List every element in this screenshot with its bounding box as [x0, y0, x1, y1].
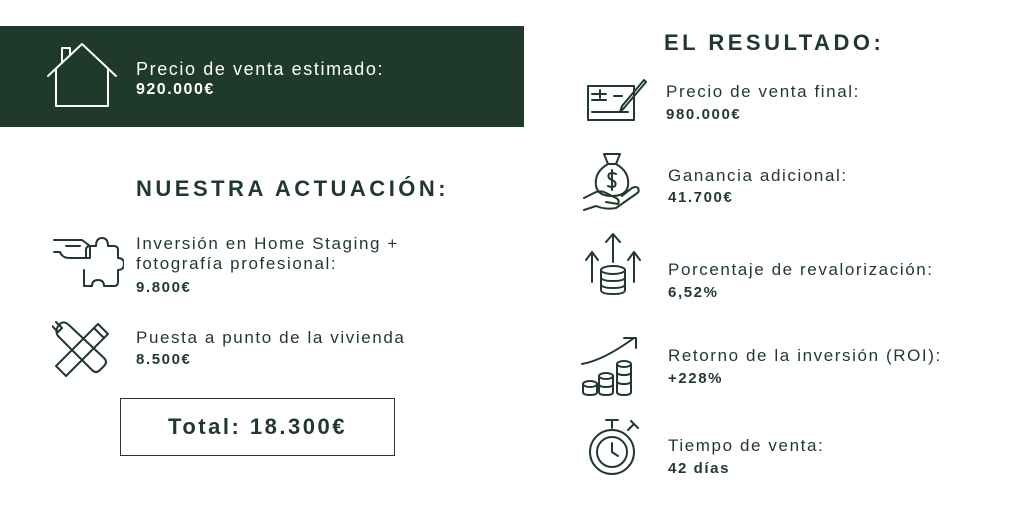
roi-label: Retorno de la inversión (ROI):	[668, 346, 942, 365]
tools-icon	[52, 320, 112, 383]
roi-value: +228%	[668, 370, 724, 387]
estimated-price-banner	[0, 26, 524, 127]
puesta-a-punto-value: 8.500€	[136, 351, 192, 368]
estimated-price-label: Precio de venta estimado:	[136, 59, 385, 79]
ganancia-value: 41.700€	[668, 189, 734, 206]
coins-arrows-up-icon	[584, 230, 642, 301]
home-staging-label-line2: fotografía profesional:	[136, 254, 338, 273]
ganancia-label: Ganancia adicional:	[668, 166, 848, 185]
home-staging-label-line1: Inversión en Home Staging +	[136, 234, 399, 253]
house-icon	[44, 38, 120, 115]
revalorizacion-value: 6,52%	[668, 284, 719, 301]
revalorizacion-label: Porcentaje de revalorización:	[668, 260, 934, 279]
tiempo-label: Tiempo de venta:	[668, 436, 825, 455]
estimated-price-value: 920.000€	[136, 81, 215, 98]
total-box	[120, 398, 395, 456]
puesta-a-punto-label: Puesta a punto de la vivienda	[136, 328, 406, 347]
stopwatch-icon	[588, 418, 644, 483]
growth-coins-icon	[580, 334, 640, 403]
total-text: Total: 18.300€	[168, 414, 347, 439]
tiempo-value: 42 días	[668, 460, 731, 477]
actuacion-heading: NUESTRA ACTUACIÓN:	[136, 176, 450, 201]
cheque-icon	[584, 78, 648, 129]
puzzle-hand-icon	[52, 234, 124, 295]
precio-final-label: Precio de venta final:	[666, 82, 860, 101]
home-staging-value: 9.800€	[136, 279, 192, 296]
resultado-heading: EL RESULTADO:	[664, 30, 885, 55]
precio-final-value: 980.000€	[666, 106, 742, 123]
money-bag-hand-icon	[582, 150, 642, 219]
